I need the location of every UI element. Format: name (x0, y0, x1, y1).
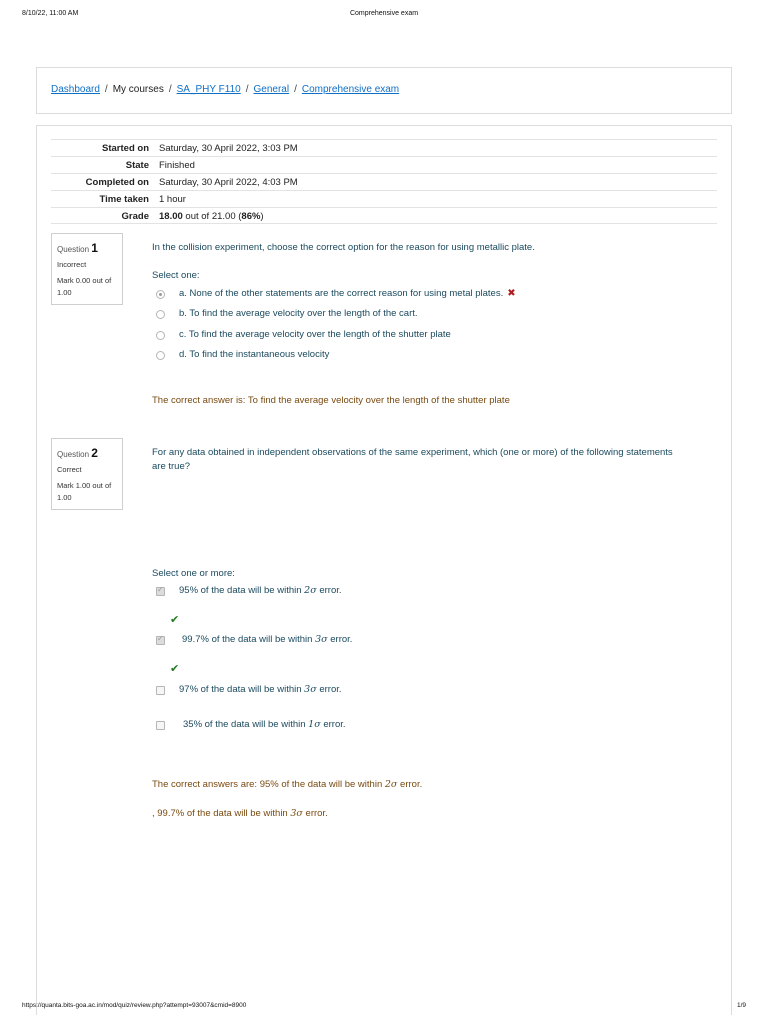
correct-answers-feedback-2-continued: , 99.7% of the data will be within 3σ error. (152, 808, 328, 819)
incorrect-x-icon: ✖ (507, 288, 516, 299)
breadcrumb-course-link[interactable]: SA_PHY F110 (176, 84, 241, 95)
summary-value: 1 hour (159, 194, 186, 205)
question-number-value: 2 (91, 446, 98, 460)
math-expression: 3σ (290, 808, 303, 819)
breadcrumb-my-courses: My courses (112, 84, 164, 95)
breadcrumb-separator: / (168, 84, 172, 95)
question-info-2 (51, 438, 123, 510)
print-url: https://quanta.bits-goa.ac.in/mod/quiz/review.php?attempt=93007&cmid=8900 (22, 1002, 247, 1009)
checkbox[interactable] (156, 686, 165, 695)
summary-row-state (51, 156, 717, 173)
option-label: c. To find the average velocity over the length of the shutter plate (179, 329, 451, 340)
question-mark: Mark 0.00 out of 1.00 (57, 276, 112, 297)
summary-row-time-taken (51, 190, 717, 207)
checkbox-checked[interactable] (156, 636, 165, 645)
math-expression: 3σ (304, 684, 317, 695)
summary-row-grade (51, 207, 717, 224)
breadcrumb-separator: / (104, 84, 108, 95)
correct-check-icon: ✔ (170, 663, 180, 675)
question-number-value: 1 (91, 241, 98, 255)
breadcrumb-dashboard-link[interactable]: Dashboard (51, 84, 100, 95)
option-label: b. To find the average velocity over the length of the cart. (179, 308, 418, 319)
select-one-or-more-prompt: Select one or more: (152, 568, 235, 579)
summary-row-completed-on (51, 173, 717, 190)
summary-label: Grade (121, 211, 149, 222)
summary-value: Finished (159, 160, 195, 171)
option-label: 97% of the data will be within 3σ error. (179, 684, 342, 695)
math-expression: 3σ (315, 634, 328, 645)
option-label: 95% of the data will be within 2σ error. (179, 585, 342, 596)
question-info-1 (51, 233, 123, 305)
quiz-review-panel (36, 125, 732, 1015)
question-text-1: In the collision experiment, choose the correct option for the reason for using metallic plate. (152, 242, 535, 253)
breadcrumb-separator: / (294, 84, 297, 95)
correct-answers-feedback-2: The correct answers are: 95% of the data will be within 2σ error. (152, 779, 423, 790)
breadcrumb-general-link[interactable]: General (253, 84, 290, 95)
breadcrumb (51, 84, 399, 95)
grade-percent: 86% (241, 211, 261, 222)
correct-check-icon: ✔ (170, 614, 180, 626)
summary-label: Started on (102, 143, 149, 154)
question-mark: Mark 1.00 out of 1.00 (57, 481, 112, 502)
summary-label: Time taken (99, 194, 149, 205)
print-footer (22, 1002, 746, 1014)
breadcrumb-separator: / (245, 84, 249, 95)
checkbox-checked[interactable] (156, 587, 165, 596)
grade-out-of: out of 21.00 ( (182, 211, 242, 222)
select-one-prompt: Select one: (152, 270, 200, 281)
math-expression: 2σ (304, 585, 317, 596)
print-title: Comprehensive exam (349, 10, 419, 17)
math-expression: 2σ (384, 779, 398, 790)
summary-value: Saturday, 30 April 2022, 4:03 PM (159, 177, 298, 188)
summary-label: Completed on (85, 177, 149, 188)
radio-button[interactable] (156, 331, 165, 340)
grade-close: ) (260, 211, 264, 222)
option-label: 99.7% of the data will be within 3σ error. (182, 634, 353, 645)
question-prefix: Question (57, 245, 90, 254)
question-state: Correct (57, 465, 82, 474)
breadcrumb-exam-link[interactable]: Comprehensive exam (301, 84, 400, 95)
checkbox[interactable] (156, 721, 165, 730)
summary-value: Saturday, 30 April 2022, 3:03 PM (159, 143, 298, 154)
math-expression: 1σ (308, 719, 321, 730)
question-prefix: Question (57, 450, 90, 459)
print-date: 8/10/22, 11:00 AM (22, 10, 79, 17)
radio-button-selected[interactable] (156, 290, 165, 299)
breadcrumb-container (36, 67, 732, 114)
option-label: d. To find the instantaneous velocity (179, 349, 330, 360)
grade-value (159, 211, 264, 222)
question-state: Incorrect (57, 260, 87, 269)
radio-button[interactable] (156, 351, 165, 360)
grade-score: 18.00 (159, 211, 183, 222)
summary-label: State (125, 160, 149, 171)
option-label: a. None of the other statements are the correct reason for using metal plates. ✖ (179, 288, 516, 299)
attempt-summary-table (51, 139, 717, 224)
print-header (22, 10, 746, 22)
summary-row-started-on (51, 139, 717, 156)
print-page-number: 1/9 (736, 1002, 746, 1009)
option-label: 35% of the data will be within 1σ error. (183, 719, 346, 730)
radio-button[interactable] (156, 310, 165, 319)
question-text-2: For any data obtained in independent observations of the same experiment, which (one or more) of the following statements are true? (152, 447, 673, 473)
correct-answer-feedback-1: The correct answer is: To find the average velocity over the length of the shutter plate (152, 395, 510, 406)
question-number (57, 239, 117, 257)
question-number (57, 444, 117, 462)
